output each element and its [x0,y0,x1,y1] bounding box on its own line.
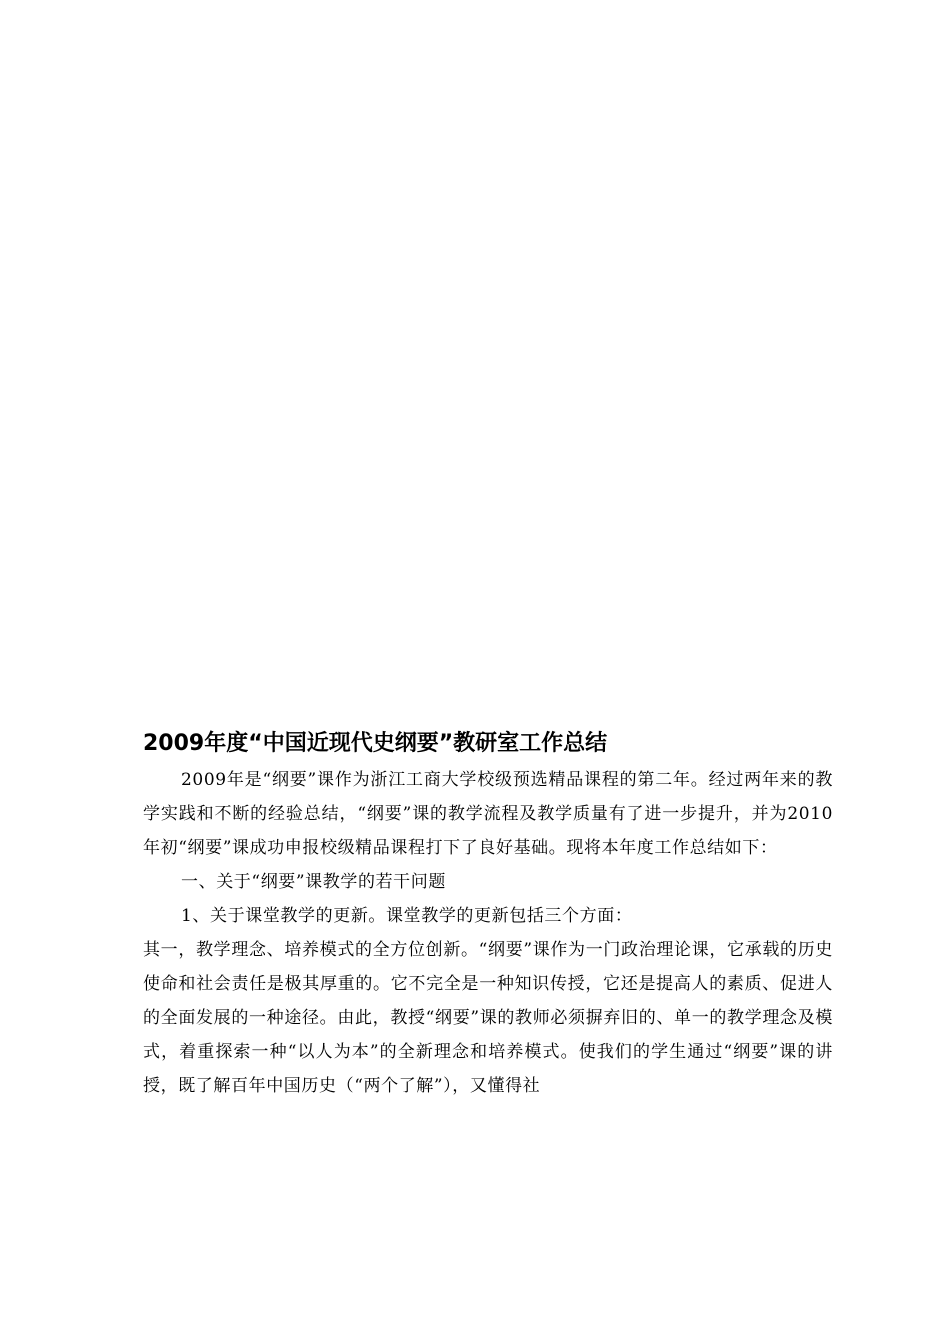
document-title: 2009年度“中国近现代史纲要”教研室工作总结 [143,731,608,756]
section-heading-1: 一、关于“纲要”课教学的若干问题 [181,872,446,892]
paragraph-point-1: 其一，教学理念、培养模式的全方位创新。“纲要”课作为一门政治理论课，它承载的历史使命和社会责任是极其厚重的。它不完全是一种知识传授，它还是提高人的素质、促进人的全面发展的一种途径。由此，教授“纲要”课的教师必须摒弃旧的、单一的教学理念及模式，着重探索一种“以人为本”的全新理念和培养模式。使我们的学生通过“纲要”课的讲授，既了解百年中国历史（“两个了解”），又懂得社 [143,940,833,1096]
subsection-heading-1: 1、关于课堂教学的更新。课堂教学的更新包括三个方面： [181,906,633,926]
paragraph-intro: 2009年是“纲要”课作为浙江工商大学校级预选精品课程的第二年。经过两年来的教学实践和不断的经验总结，“纲要”课的教学流程及教学质量有了进一步提升，并为2010年初“纲要”课成功申报校级精品课程打下了良好基础。现将本年度工作总结如下： [143,770,833,858]
document-body [143,727,833,1103]
